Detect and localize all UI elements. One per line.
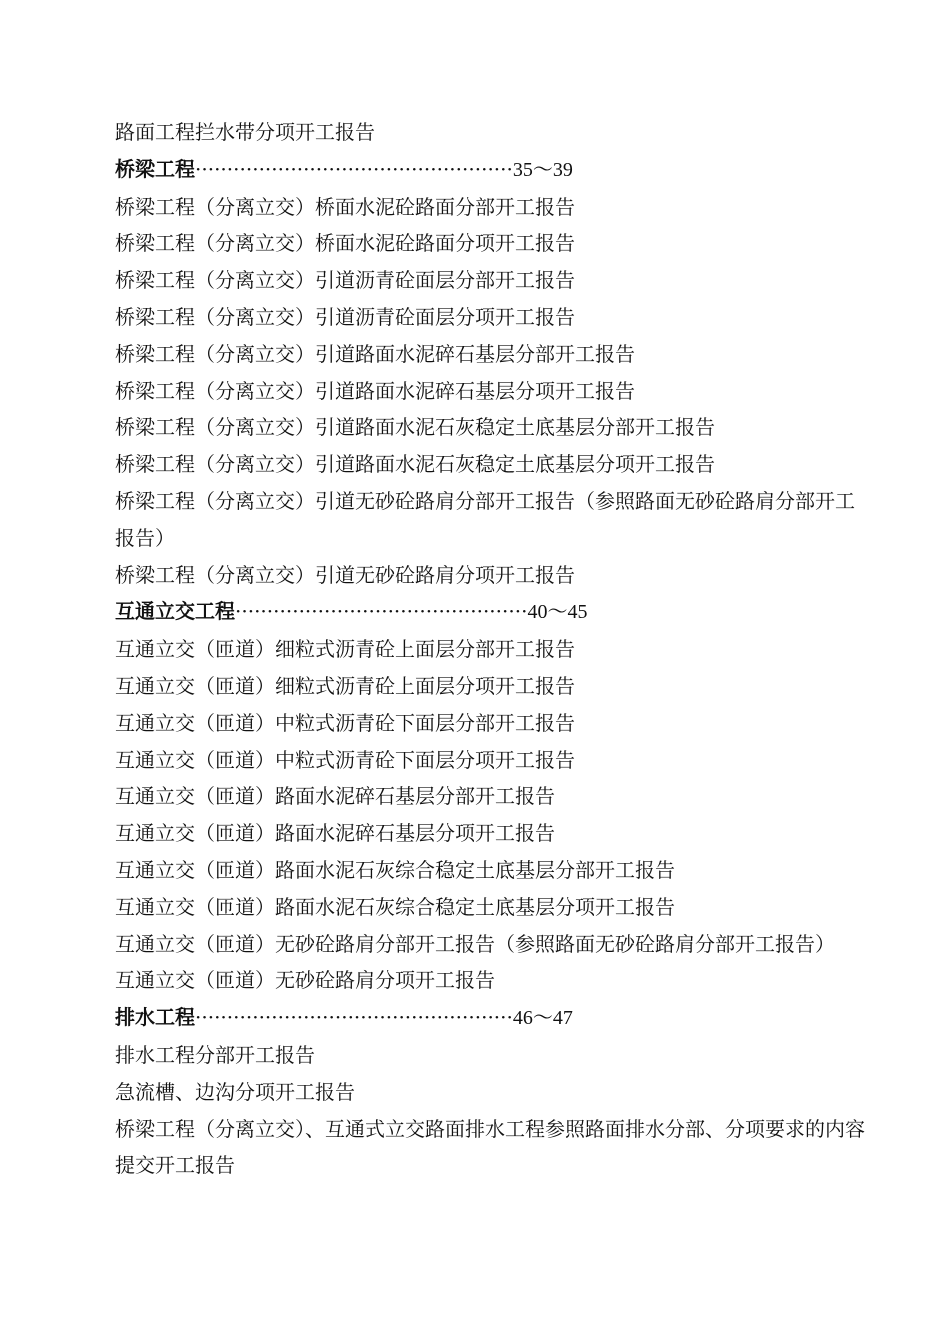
toc-item: 急流槽、边沟分项开工报告 <box>115 1079 355 1104</box>
section-title: 互通立交工程 <box>115 599 235 624</box>
toc-item: 桥梁工程（分离立交）桥面水泥砼路面分项开工报告 <box>115 231 575 256</box>
toc-item: 互通立交（匝道）路面水泥碎石基层分项开工报告 <box>115 821 555 846</box>
leader-dots: ·················································· <box>195 1005 513 1030</box>
document-page <box>115 114 865 1184</box>
page-range: 35～39 <box>512 158 573 181</box>
table-of-contents <box>115 114 865 1184</box>
toc-item: 互通立交（匝道）细粒式沥青砼上面层分部开工报告 <box>115 637 575 662</box>
page-range: 46～47 <box>512 1007 573 1030</box>
toc-item: 路面工程拦水带分项开工报告 <box>115 120 375 144</box>
toc-item: 桥梁工程（分离立交）桥面水泥砼路面分部开工报告 <box>115 194 575 219</box>
toc-item: 桥梁工程（分离立交）引道路面水泥石灰稳定土底基层分部开工报告 <box>115 415 715 440</box>
toc-item: 桥梁工程（分离立交）引道沥青砼面层分项开工报告 <box>115 304 575 329</box>
toc-item: 桥梁工程（分离立交）引道路面水泥石灰稳定土底基层分项开工报告 <box>115 452 715 477</box>
toc-item: 互通立交（匝道）路面水泥碎石基层分部开工报告 <box>115 784 555 809</box>
toc-item: 桥梁工程（分离立交）、互通式立交路面排水工程参照路面排水分部、分项要求的内容提交开工报告 <box>115 1116 865 1178</box>
toc-item: 互通立交（匝道）中粒式沥青砼下面层分部开工报告 <box>115 710 575 735</box>
toc-item: 桥梁工程（分离立交）引道路面水泥碎石基层分项开工报告 <box>115 378 635 403</box>
toc-section-heading <box>115 151 865 189</box>
toc-item: 互通立交（匝道）中粒式沥青砼下面层分项开工报告 <box>115 747 575 772</box>
toc-item: 排水工程分部开工报告 <box>115 1042 315 1067</box>
toc-item: 互通立交（匝道）无砂砼路肩分项开工报告 <box>115 968 495 993</box>
toc-item: 互通立交（匝道）细粒式沥青砼上面层分项开工报告 <box>115 673 575 698</box>
toc-section-heading <box>115 593 865 631</box>
page-range: 40～45 <box>527 601 588 624</box>
toc-section-heading <box>115 999 865 1037</box>
section-title: 排水工程 <box>115 1005 195 1030</box>
toc-item: 桥梁工程（分离立交）引道路面水泥碎石基层分部开工报告 <box>115 341 635 366</box>
toc-item: 互通立交（匝道）路面水泥石灰综合稳定土底基层分部开工报告 <box>115 857 675 882</box>
section-title: 桥梁工程 <box>115 156 195 181</box>
leader-dots: ·············································· <box>235 599 528 624</box>
toc-item: 互通立交（匝道）无砂砼路肩分部开工报告（参照路面无砂砼路肩分部开工报告） <box>115 931 835 956</box>
toc-item: 桥梁工程（分离立交）引道无砂砼路肩分项开工报告 <box>115 562 575 587</box>
toc-item: 互通立交（匝道）路面水泥石灰综合稳定土底基层分项开工报告 <box>115 894 675 919</box>
leader-dots: ·················································· <box>195 156 513 181</box>
toc-item: 桥梁工程（分离立交）引道无砂砼路肩分部开工报告（参照路面无砂砼路肩分部开工报告） <box>115 488 855 550</box>
toc-item: 桥梁工程（分离立交）引道沥青砼面层分部开工报告 <box>115 268 575 293</box>
